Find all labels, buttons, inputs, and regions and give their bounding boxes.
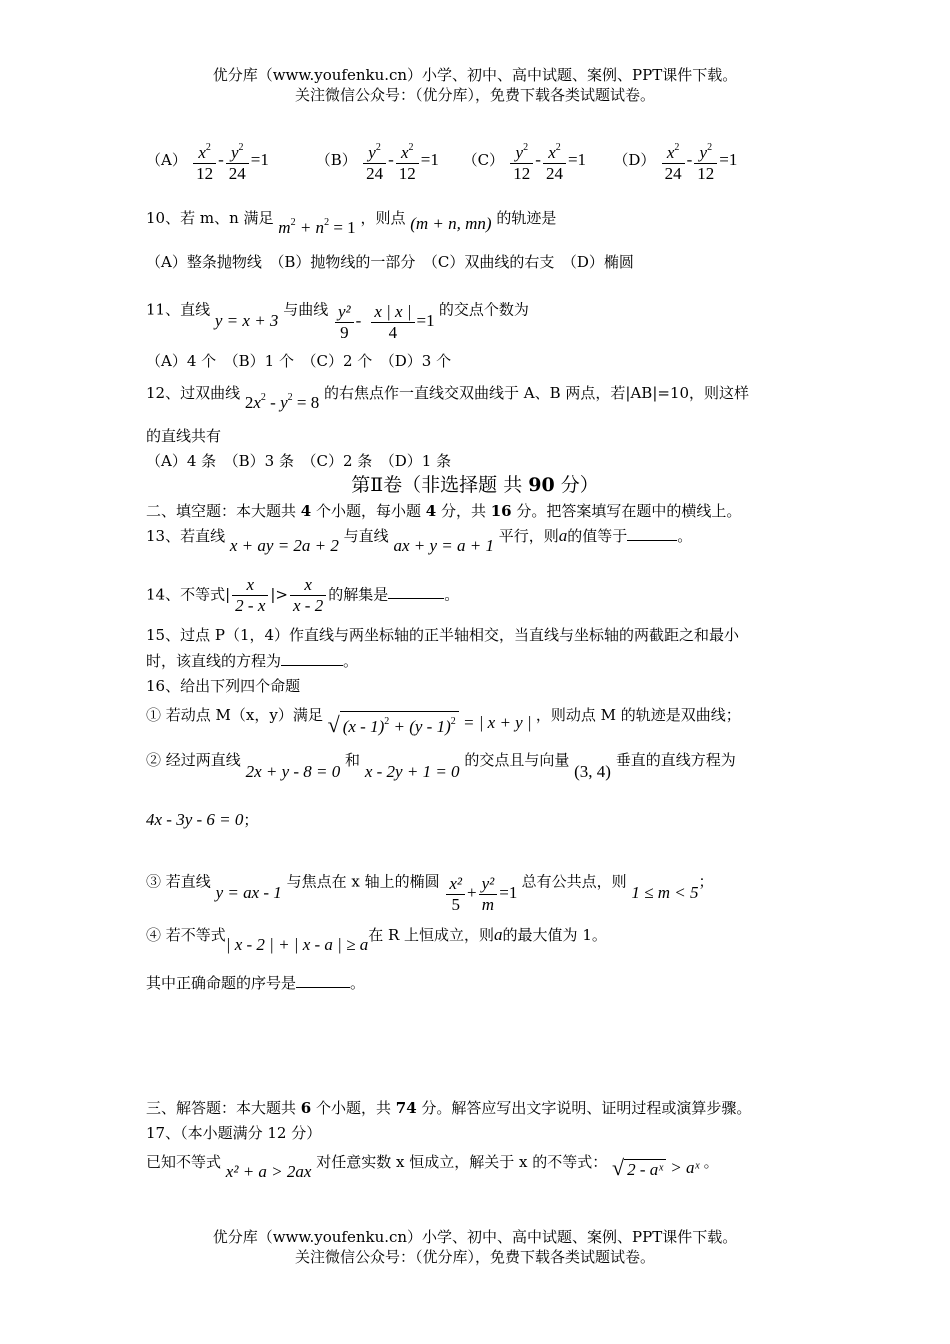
- q16-s2-answer: 4x - 3y - 6 = 0: [146, 810, 244, 829]
- q16-statement-3: ③ 若直线 y = ax - 1 与焦点在 x 轴上的椭圆 $\frac{\text{x²}}{5}$ + $\frac{\text{y²}}{m}$ =1 总有公共点，则 1 ≤ m < 5；: [146, 872, 714, 914]
- q9-option-c-label: （C）: [462, 150, 505, 169]
- q16-s2-line-1: 2x + y - 8 = 0: [245, 762, 341, 781]
- q13-answer-blank[interactable]: [627, 526, 677, 541]
- q12-stem: [146, 378, 750, 412]
- q15-answer-blank[interactable]: [281, 651, 343, 666]
- q13-line-1: x + ay = 2a + 2: [229, 536, 339, 555]
- part2-title-score: 90: [528, 474, 555, 496]
- q15-line-1: 15、过点 P（1，4）作直线与两坐标轴的正半轴相交，当直线与坐标轴的两截距之和最小: [146, 626, 740, 644]
- q16-s4-var: a: [494, 925, 503, 944]
- q17-radicand: 2 - aˣ: [624, 1159, 666, 1180]
- q9b-rhs: =1: [420, 149, 439, 169]
- q16-s3-line: y = ax - 1: [215, 883, 282, 903]
- q9c-num1: $y^2$: [515, 142, 529, 162]
- q17-rhs: > aˣ: [670, 1158, 700, 1177]
- section2-instructions: 二、填空题：本大题共 4 个小题，每小题 4 分，共 16 分。把答案填写在题中的横线上。: [146, 502, 742, 520]
- q9-options: [146, 138, 737, 184]
- sec3-total: 74: [395, 1099, 417, 1117]
- q11-line: y = x + 3: [214, 311, 279, 331]
- q11-num1: y²: [338, 302, 351, 321]
- q16-s3-num1: x²: [449, 874, 463, 893]
- q10-text-1: 10、若 m、n 满足: [146, 209, 274, 227]
- footer-line-2: 关注微信公众号：（优分库），免费下载各类试题试卷。: [294, 1248, 655, 1266]
- q9d-den2: 12: [694, 163, 717, 184]
- q9a-num2: $y^2$: [230, 142, 244, 162]
- q11-options: （A）4 个 （B）1 个 （C）2 个 （D）3 个: [146, 352, 452, 370]
- q11-text-3: 的交点个数为: [438, 300, 529, 319]
- q13-line-2: ax + y = a + 1: [393, 536, 494, 555]
- q9a-rhs: =1: [250, 149, 269, 169]
- q17-title: 17、（本小题满分 12 分）: [146, 1124, 322, 1142]
- q9d-rhs: =1: [719, 149, 738, 169]
- q14-den2: x - 2: [290, 595, 326, 616]
- q14-num1: x: [246, 575, 255, 594]
- q16-s3-num2: y²: [481, 874, 495, 893]
- q12-options: （A）4 条 （B）3 条 （C）2 条 （D）1 条: [146, 452, 452, 470]
- section3-instructions: 三、解答题：本大题共 6 个小题，共 74 分。解答应写出文字说明、证明过程或演算步骤。: [146, 1099, 752, 1117]
- q13-stem: 13、若直线 x + ay = 2a + 2 与直线 ax + y = a + 1 平行，则a的值等于 。: [146, 526, 693, 555]
- q11-rhs: =1: [416, 311, 435, 331]
- q16-s3-ellipse: $\frac{\text{x²}}{5}$ + $\frac{\text{y²}}{m}$ =1: [444, 883, 521, 902]
- q14-num2: x: [304, 575, 312, 594]
- q10-stem: [146, 203, 557, 237]
- q11-den2: 4: [371, 322, 414, 343]
- header-line-2: 关注微信公众号：（优分库），免费下载各类试题试卷。: [294, 86, 655, 104]
- q14-stem: 14、不等式| $\frac{x}{2 - x}$ |> $\frac{x}{x - 2}$ 的解集是 。: [146, 575, 460, 615]
- q11-curve: $\frac{\text{y²}}{9}$ - $\frac{x | x |}{4}$ =1: [333, 311, 439, 330]
- q16-answer-blank[interactable]: [296, 973, 350, 988]
- q17-condition: x² + a > 2ax: [225, 1162, 312, 1181]
- q15-line-2: 时，该直线的方程为 。: [146, 652, 359, 670]
- q9c-den2: 24: [543, 163, 566, 184]
- q13-text-1: 13、若直线: [146, 527, 226, 545]
- q16-s3-range: 1 ≤ m < 5: [631, 883, 699, 903]
- q10-text-3: 的轨迹是: [496, 209, 557, 227]
- header-line-1: 优分库（www.youfenku.cn）小学、初中、高中试题、案例、PPT课件下载。: [212, 66, 738, 84]
- q16-s2-vector: (3, 4): [574, 762, 611, 781]
- q10-point: (m + n, mn): [410, 214, 492, 233]
- q9-option-a: （A） $\frac{x^2}{12}$ - $\frac{y^2}{24}$ =1: [146, 138, 311, 184]
- q16-s4-inequality: | x - 2 | + | x - a | ≥ a: [225, 935, 369, 954]
- q9-option-c: （C） $\frac{y^2}{12}$ - $\frac{x^2}{24}$ =1: [463, 138, 609, 184]
- q9b-den1: 24: [363, 163, 386, 184]
- q14-text-2: 的解集是: [328, 585, 389, 604]
- q11-text-1: 11、直线: [146, 300, 211, 319]
- q10-condition: $m^2 + n^2 = 1$: [278, 217, 356, 237]
- q17-stem: 已知不等式 x² + a > 2ax 对任意实数 x 恒成立，解关于 x 的不等式： √ 2 - aˣ > aˣ 。: [146, 1153, 719, 1181]
- q9b-num2: $x^2$: [400, 142, 414, 162]
- q11-den1: 9: [335, 322, 354, 343]
- q9c-den1: 12: [510, 163, 533, 184]
- q16-s3-den1: 5: [446, 894, 465, 915]
- q9b-den2: 12: [396, 163, 419, 184]
- sec2-total: 16: [490, 502, 512, 520]
- q9a-den2: 24: [226, 163, 249, 184]
- q14-answer-blank[interactable]: [388, 584, 444, 599]
- q9c-num2: $x^2$: [548, 142, 561, 162]
- q16-title: 16、给出下列四个命题: [146, 677, 301, 695]
- q16-s3-rhs: =1: [499, 883, 518, 903]
- q9d-num1: $x^2$: [666, 142, 680, 162]
- footer-line-1: 优分库（www.youfenku.cn）小学、初中、高中试题、案例、PPT课件下载。: [212, 1228, 738, 1246]
- q14-den1: 2 - x: [232, 595, 268, 616]
- q13-text-3: 平行，则: [498, 527, 559, 545]
- q9d-den1: 24: [662, 163, 685, 184]
- q12-equation: $2x^2 - y^2 = 8$: [244, 392, 320, 412]
- q16-s3-den2: m: [479, 894, 498, 915]
- q9c-rhs: =1: [567, 149, 587, 169]
- q16-statement-2: ② 经过两直线 2x + y - 8 = 0 和 x - 2y + 1 = 0 的交点且与向量 (3, 4) 垂直的直线方程为: [146, 751, 736, 781]
- q13-var: a: [558, 526, 568, 545]
- sec2-count: 4: [300, 502, 312, 520]
- q17-inequality: √ 2 - aˣ > aˣ: [612, 1155, 700, 1181]
- q9-option-b: （B） $\frac{y^2}{24}$ - $\frac{x^2}{12}$ =1: [316, 138, 458, 184]
- q9-option-d: （D） $\frac{x^2}{24}$ - $\frac{y^2}{12}$ =1: [613, 138, 737, 184]
- q9-option-b-label: （B）: [315, 150, 357, 169]
- q9b-num1: $y^2$: [368, 142, 381, 162]
- q16-statement-1: ① 若动点 M（x，y）满足 √ (x - 1)$^2$ + (y - 1)$^2$ = | x + y | ，则动点 M 的轨迹是双曲线；: [146, 705, 741, 737]
- q16-final: 其中正确命题的序号是 。: [146, 974, 366, 992]
- q16-statement-2-cont: 4x - 3y - 6 = 0；: [146, 810, 259, 829]
- part2-title-pre: 第Ⅱ卷（非选择题 共: [351, 474, 529, 496]
- q16-s1-rhs: = | x + y |: [463, 712, 532, 732]
- sec3-count: 6: [300, 1099, 312, 1117]
- q13-text-4: 的值等于: [567, 527, 628, 545]
- q14-text-1: 14、不等式|: [146, 585, 231, 604]
- q9-option-a-label: （A）: [146, 150, 187, 169]
- q9a-num1: $x^2$: [198, 142, 211, 162]
- q9d-num2: $y^2$: [699, 142, 713, 162]
- q12-text-1: 12、过双曲线: [146, 384, 241, 402]
- q9a-den1: 12: [193, 163, 216, 184]
- q10-options: （A）整条抛物线 （B）抛物线的一部分 （C）双曲线的右支 （D）椭圆: [146, 253, 634, 271]
- q10-text-2: ，则点: [360, 209, 406, 227]
- q16-statement-4: ④ 若不等式| x - 2 | + | x - a | ≥ a在 R 上恒成立，则a的最大值为 1。: [146, 925, 607, 954]
- q16-s2-line-2: x - 2y + 1 = 0: [364, 762, 460, 781]
- q13-text-2: 与直线: [343, 527, 389, 545]
- q11-text-2: 与曲线: [283, 300, 329, 319]
- q14-mid: |>: [270, 585, 288, 604]
- sec2-each: 4: [425, 502, 437, 520]
- q11-stem: [146, 290, 529, 342]
- q12-text-3: 的直线共有: [146, 427, 222, 445]
- part2-title: [0, 474, 950, 496]
- q11-num2: x | x |: [374, 302, 412, 321]
- q9-option-d-label: （D）: [613, 150, 656, 169]
- q12-text-2: 的右焦点作一直线交双曲线于 A、B 两点，若|AB|=10，则这样: [324, 384, 750, 402]
- part2-title-post: 分）: [554, 474, 599, 496]
- q16-s1-formula: √ (x - 1)$^2$ + (y - 1)$^2$ = | x + y |: [327, 712, 532, 737]
